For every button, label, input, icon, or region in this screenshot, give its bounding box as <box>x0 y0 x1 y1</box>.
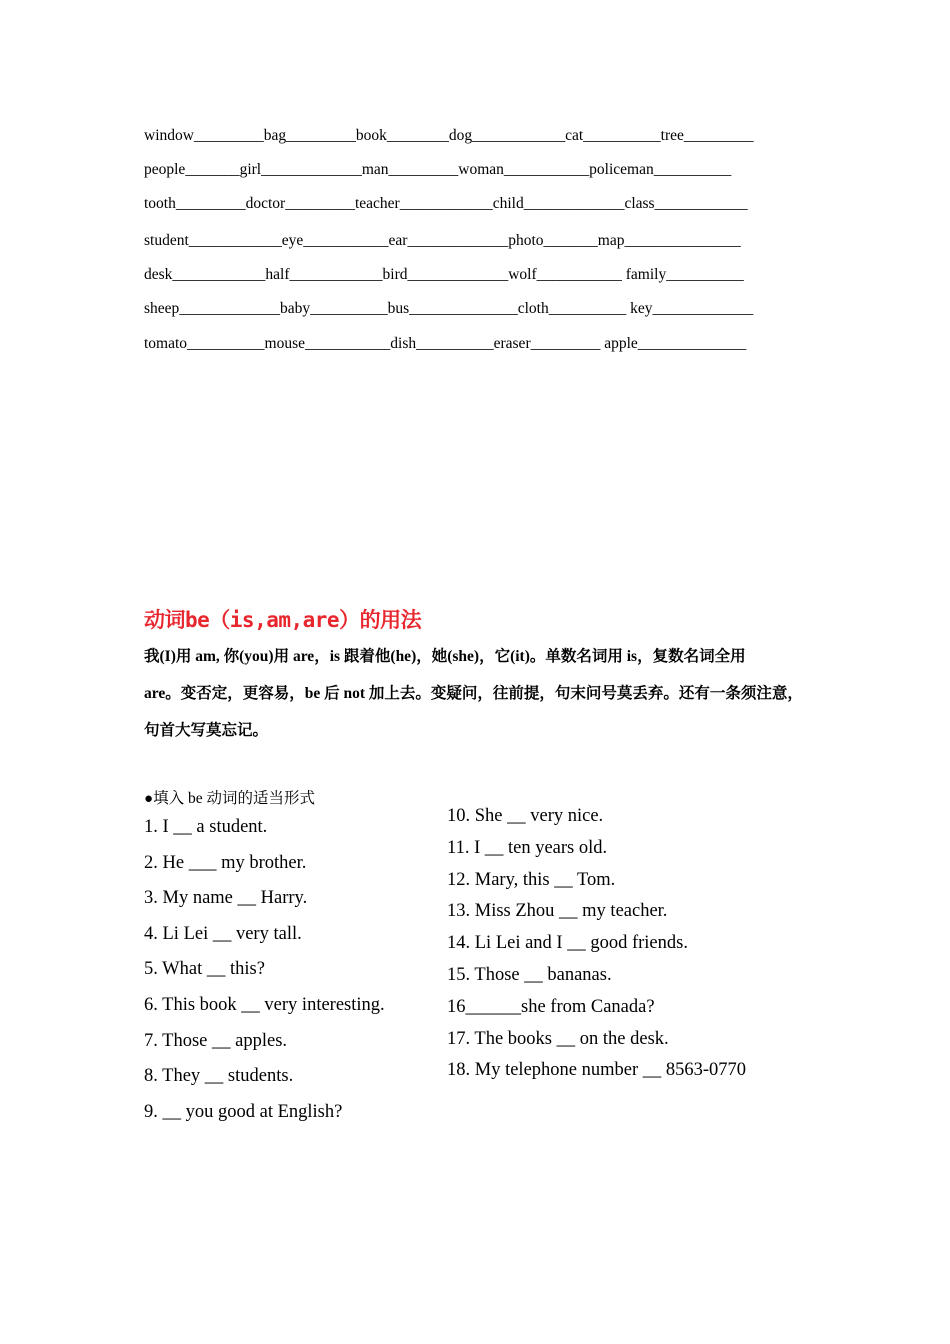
question-item: 15. Those __ bananas. <box>447 964 612 985</box>
rule-line-2: are。变否定，更容易，be 后 not 加上去。变疑问，往前提，句末问号莫丢弃。还有一条须注意， <box>144 685 803 702</box>
question-item: 3. My name __ Harry. <box>144 888 308 909</box>
question-item: 8. They __ students. <box>144 1066 294 1087</box>
question-item: 10. She __ very nice. <box>447 806 604 826</box>
word-line-3: tooth_________doctor_________teacher____________child_____________class____________ <box>144 195 748 212</box>
task-title: 填入 be 动词的适当形式 <box>153 790 315 807</box>
rule-line-1: 我(I)用 am, 你(you)用 are，is 跟着他(he)，她(she)，它(it)。单数名词用 is，复数名词全用 <box>144 648 746 665</box>
question-item: 18. My telephone number __ 8563-0770 <box>447 1060 747 1081</box>
question-item: 5. What __ this? <box>144 959 265 980</box>
word-line-1: window_________bag_________book________dog____________cat__________tree_________ <box>144 127 754 144</box>
task-instruction <box>144 786 315 808</box>
question-item: 7. Those __ apples. <box>144 1030 288 1051</box>
question-item: 9. __ you good at English? <box>144 1101 343 1122</box>
question-item: 16______she from Canada? <box>447 996 655 1017</box>
question-item: 11. I __ ten years old. <box>447 837 608 858</box>
section-heading: 动词be（is,am,are）的用法 <box>144 608 422 632</box>
questions-left-column <box>144 817 385 1137</box>
bullet-icon: ● <box>144 791 154 807</box>
question-item: 14. Li Lei and I __ good friends. <box>447 933 688 954</box>
word-line-4: student____________eye___________ear_____________photo_______map_______________ <box>144 232 741 249</box>
question-item: 2. He ___ my brother. <box>144 852 307 873</box>
question-item: 1. I __ a student. <box>144 817 268 837</box>
question-item: 6. This book __ very interesting. <box>144 994 385 1015</box>
word-line-7: tomato__________mouse___________dish__________eraser_________ apple______________ <box>144 335 747 352</box>
question-item: 4. Li Lei __ very tall. <box>144 923 302 944</box>
questions-right-column <box>447 806 746 1092</box>
question-item: 12. Mary, this __ Tom. <box>447 869 616 890</box>
word-line-5: desk____________half____________bird_____________wolf___________ family__________ <box>144 266 744 283</box>
word-line-2: people_______girl_____________man_________woman___________policeman__________ <box>144 161 732 178</box>
question-item: 17. The books __ on the desk. <box>447 1028 669 1049</box>
word-line-6: sheep_____________baby__________bus______________cloth__________ key_____________ <box>144 300 754 317</box>
question-item: 13. Miss Zhou __ my teacher. <box>447 901 668 922</box>
rule-line-3: 句首大写莫忘记。 <box>144 722 269 739</box>
